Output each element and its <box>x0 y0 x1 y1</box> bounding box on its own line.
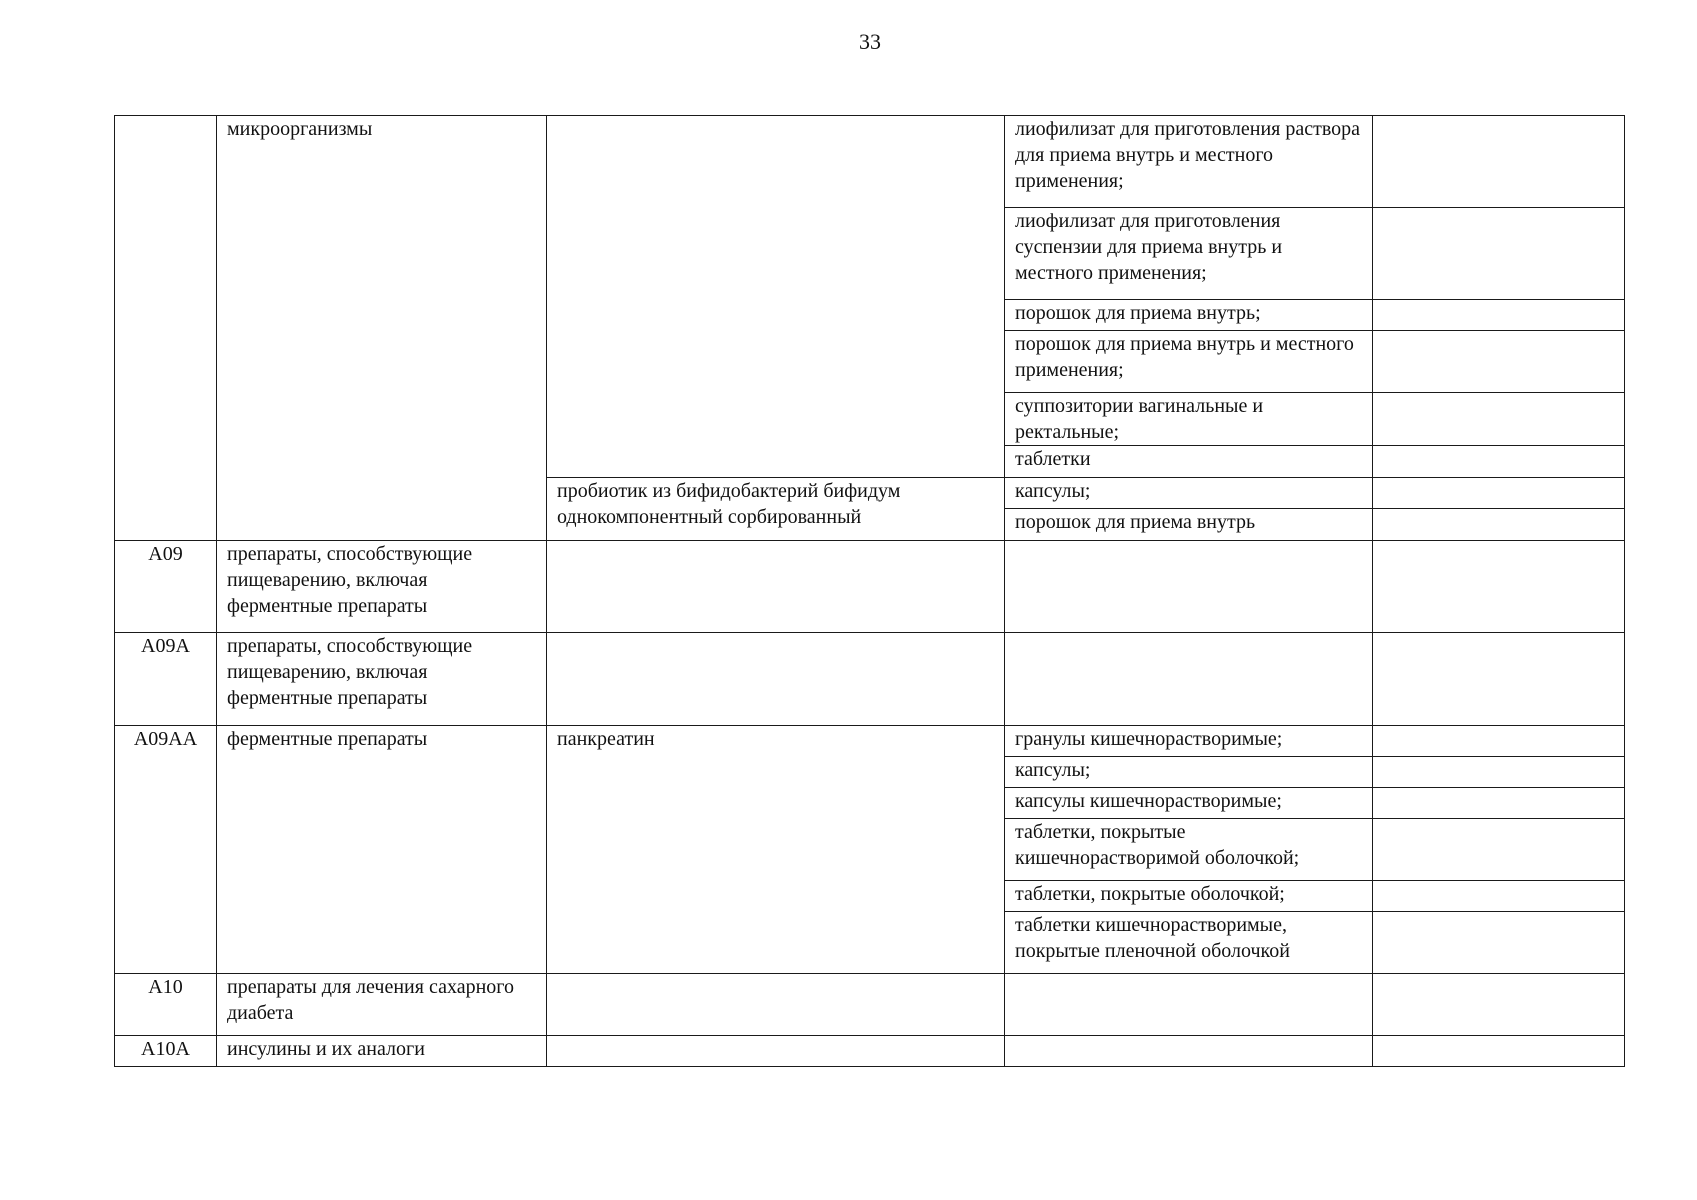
atc-code-cell: A09A <box>115 633 217 726</box>
dosage-form-cell: капсулы; <box>1005 478 1373 509</box>
empty-cell <box>1373 819 1625 881</box>
empty-cell <box>1373 446 1625 478</box>
empty-cell <box>1373 331 1625 393</box>
empty-cell <box>1373 726 1625 757</box>
substance-cell: пробиотик из бифидобактерий бифидум однокомпонентный сорбированный <box>547 478 1005 541</box>
atc-code-cell: A10 <box>115 974 217 1036</box>
empty-cell <box>1373 541 1625 633</box>
substance-cell: панкреатин <box>547 726 1005 974</box>
table-row <box>115 116 1625 208</box>
table-row <box>115 1036 1625 1067</box>
dosage-form-cell <box>1005 541 1373 633</box>
empty-cell <box>1373 881 1625 912</box>
dosage-form-cell: порошок для приема внутрь; <box>1005 300 1373 331</box>
group-name-cell: микроорганизмы <box>217 116 547 541</box>
substance-cell <box>547 974 1005 1036</box>
dosage-form-cell: порошок для приема внутрь и местного применения; <box>1005 331 1373 393</box>
table-row <box>115 633 1625 726</box>
drug-list-table <box>114 115 1625 1067</box>
atc-code-cell: A10A <box>115 1036 217 1067</box>
group-name-cell: ферментные препараты <box>217 726 547 974</box>
substance-cell <box>547 1036 1005 1067</box>
table-row <box>115 541 1625 633</box>
dosage-form-cell: таблетки кишечнорастворимые, покрытые пленочной оболочкой <box>1005 912 1373 974</box>
dosage-form-cell: капсулы; <box>1005 757 1373 788</box>
dosage-form-cell: лиофилизат для приготовления суспензии для приема внутрь и местного применения; <box>1005 208 1373 300</box>
empty-cell <box>1373 974 1625 1036</box>
empty-cell <box>1373 509 1625 541</box>
group-name-cell: препараты, способствующие пищеварению, включая ферментные препараты <box>217 633 547 726</box>
empty-cell <box>1373 116 1625 208</box>
empty-cell <box>1373 478 1625 509</box>
dosage-form-cell: гранулы кишечнорастворимые; <box>1005 726 1373 757</box>
empty-cell <box>1373 633 1625 726</box>
empty-cell <box>1373 912 1625 974</box>
empty-cell <box>1373 208 1625 300</box>
empty-cell <box>1373 757 1625 788</box>
dosage-form-cell <box>1005 1036 1373 1067</box>
dosage-form-cell: таблетки, покрытые кишечнорастворимой оболочкой; <box>1005 819 1373 881</box>
table-row <box>115 974 1625 1036</box>
dosage-form-cell: лиофилизат для приготовления раствора для приема внутрь и местного применения; <box>1005 116 1373 208</box>
group-name-cell: инсулины и их аналоги <box>217 1036 547 1067</box>
dosage-form-cell: капсулы кишечнорастворимые; <box>1005 788 1373 819</box>
atc-code-cell: A09 <box>115 541 217 633</box>
substance-cell <box>547 541 1005 633</box>
atc-code-cell <box>115 116 217 541</box>
dosage-form-cell <box>1005 974 1373 1036</box>
empty-cell <box>1373 1036 1625 1067</box>
group-name-cell: препараты для лечения сахарного диабета <box>217 974 547 1036</box>
dosage-form-cell <box>1005 633 1373 726</box>
dosage-form-cell: таблетки <box>1005 446 1373 478</box>
page-number: 33 <box>859 29 881 54</box>
dosage-form-cell: суппозитории вагинальные и ректальные; <box>1005 393 1373 446</box>
substance-cell <box>547 633 1005 726</box>
substance-cell <box>547 116 1005 478</box>
table-row <box>115 726 1625 757</box>
group-name-cell: препараты, способствующие пищеварению, включая ферментные препараты <box>217 541 547 633</box>
dosage-form-cell: порошок для приема внутрь <box>1005 509 1373 541</box>
dosage-form-cell: таблетки, покрытые оболочкой; <box>1005 881 1373 912</box>
atc-code-cell: A09AA <box>115 726 217 974</box>
empty-cell <box>1373 788 1625 819</box>
empty-cell <box>1373 300 1625 331</box>
empty-cell <box>1373 393 1625 446</box>
